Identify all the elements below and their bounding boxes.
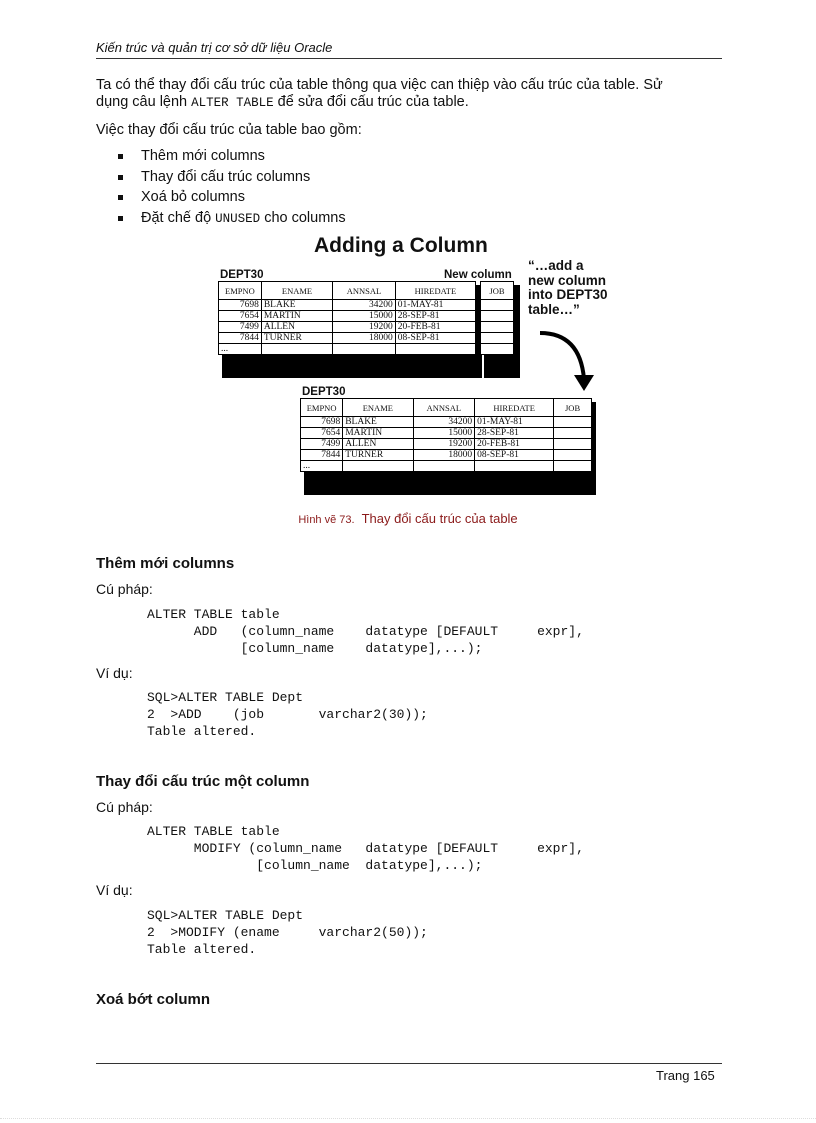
new-job-column: JOB (480, 281, 514, 355)
new-column-label: New column (444, 269, 512, 281)
intro-line-1: Ta có thể thay đổi cấu trúc của table thông qua việc can thiệp vào cấu trúc của table. Sử (96, 77, 663, 93)
table-row: 7698 BLAKE 34200 01-MAY-81 (301, 417, 592, 428)
arrow-icon (538, 327, 598, 397)
table-row: ... (301, 461, 592, 472)
code-add-syntax: ALTER TABLE table ADD (column_name datatype [DEFAULT expr], [column_name datatype],...); (147, 607, 584, 656)
figure-caption: Hình vẽ 73. Thay đổi cấu trúc của table (298, 511, 518, 526)
intro-line-3: Việc thay đổi cấu trúc của table bao gồm: (96, 122, 362, 138)
table-row: 7499 ALLEN 19200 20-FEB-81 (301, 439, 592, 450)
table2-label: DEPT30 (302, 386, 346, 398)
page-number: Trang 165 (656, 1068, 715, 1083)
adding-column-figure (218, 232, 608, 502)
change-types-list (116, 146, 346, 228)
list-item: Đặt chế độ UNUSED cho columns (116, 208, 346, 229)
code-modify-example: SQL>ALTER TABLE Dept 2 >MODIFY (ename varchar2(50)); Table altered. (147, 908, 428, 957)
heading-add-columns: Thêm mới columns (96, 555, 235, 572)
syntax-label: Cú pháp: (96, 581, 153, 597)
code-modify-syntax: ALTER TABLE table MODIFY (column_name datatype [DEFAULT expr], [column_name datatype],...); (147, 824, 584, 873)
table-after (300, 398, 592, 472)
table-header-row: EMPNO ENAME ANNSAL HIREDATE JOB (301, 399, 592, 417)
table-row: 7844 TURNER 18000 08-SEP-81 (219, 333, 476, 344)
inline-code-alter-table: ALTER TABLE (191, 96, 274, 110)
example-label: Ví dụ: (96, 665, 133, 681)
table-before (218, 281, 476, 355)
table-row: 7654 MARTIN 15000 28-SEP-81 (219, 311, 476, 322)
table-row: 7654 MARTIN 15000 28-SEP-81 (301, 428, 592, 439)
figure-note: “…add a new column into DEPT30 table…” (528, 258, 608, 317)
figure-title: Adding a Column (314, 234, 488, 257)
list-item: Thêm mới columns (116, 146, 346, 167)
table-row: 7844 TURNER 18000 08-SEP-81 (301, 450, 592, 461)
table1-label: DEPT30 (220, 269, 264, 281)
intro-paragraph (96, 77, 720, 112)
code-add-example: SQL>ALTER TABLE Dept 2 >ADD (job varchar2(30)); Table altered. (147, 690, 428, 739)
list-item: Thay đổi cấu trúc columns (116, 167, 346, 188)
table-header-row: EMPNO ENAME ANNSAL HIREDATE (219, 282, 476, 300)
heading-drop-column: Xoá bớt column (96, 991, 211, 1008)
list-item: Xoá bỏ columns (116, 187, 346, 208)
intro-line-2: dụng câu lệnh ALTER TABLE để sửa đổi cấu trúc của table. (96, 94, 469, 110)
heading-modify-column: Thay đổi cấu trúc một column (96, 773, 310, 790)
syntax-label: Cú pháp: (96, 799, 153, 815)
table-row: 7698 BLAKE 34200 01-MAY-81 (219, 300, 476, 311)
page-edge-divider (0, 1118, 816, 1119)
inline-code-unused: UNUSED (215, 211, 261, 226)
table-row: 7499 ALLEN 19200 20-FEB-81 (219, 322, 476, 333)
table-row: ... (219, 344, 476, 355)
example-label: Ví dụ: (96, 882, 133, 898)
document-header: Kiến trúc và quản trị cơ sở dữ liệu Oracle (96, 40, 722, 59)
footer-divider (96, 1063, 722, 1064)
